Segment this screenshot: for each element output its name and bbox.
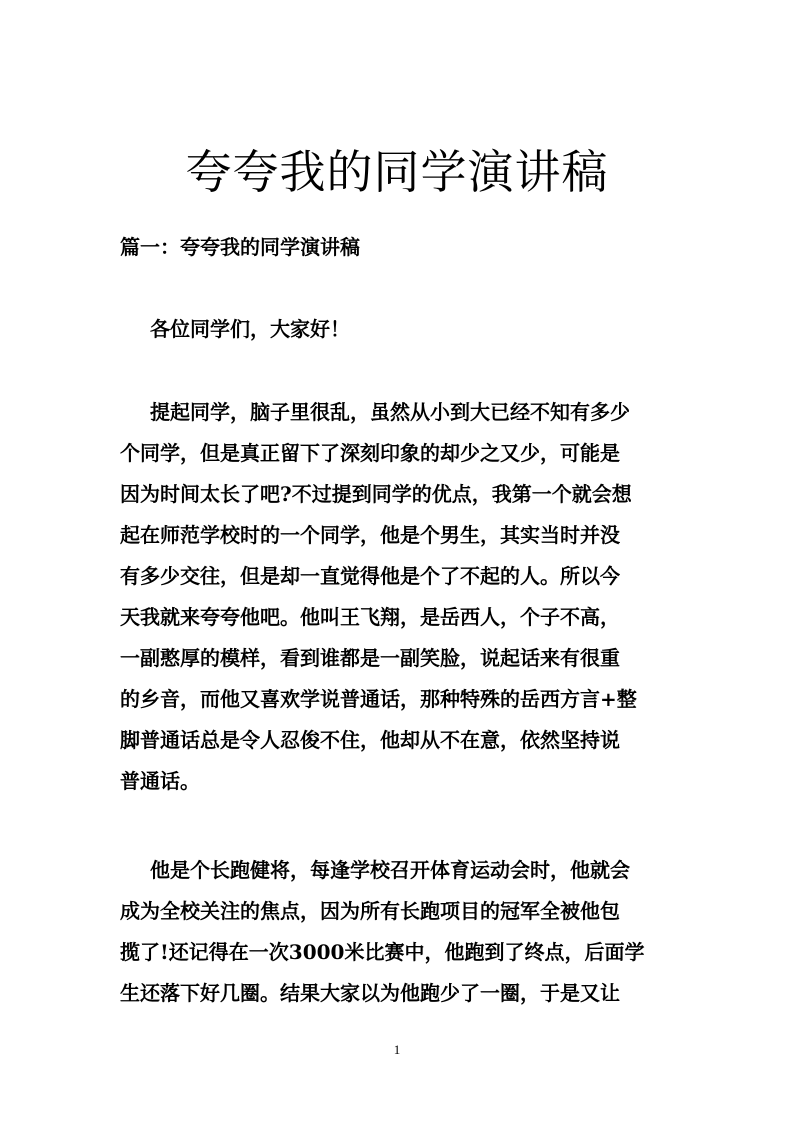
paragraph-line: 他是个长跑健将，每逢学校召开体育运动会时，他就会	[150, 858, 630, 882]
paragraph-line: 提起同学，脑子里很乱，虽然从小到大已经不知有多少	[150, 400, 630, 424]
greeting-text: 各位同学们，大家好！	[150, 317, 350, 341]
paragraph-line: 起在师范学校时的一个同学，他是个男生，其实当时并没	[120, 523, 620, 547]
page-number: 1	[393, 1042, 401, 1057]
paragraph-line: 的乡音，而他又喜欢学说普通话，那种特殊的岳西方言+整	[120, 687, 637, 711]
paragraph-line: 脚普通话总是令人忍俊不住，他却从不在意，依然坚持说	[120, 728, 620, 752]
paragraph-2	[120, 850, 680, 1014]
document-title: 夸夸我的同学演讲稿	[185, 145, 609, 199]
paragraph-1	[120, 392, 680, 802]
paragraph-line: 个同学，但是真正留下了深刻印象的却少之又少，可能是	[120, 441, 620, 465]
section-heading: 篇一：夸夸我的同学演讲稿	[120, 235, 360, 259]
paragraph-line: 一副憨厚的模样，看到谁都是一副笑脸，说起话来有很重	[120, 646, 620, 670]
paragraph-line: 因为时间太长了吧?不过提到同学的优点，我第一个就会想	[120, 482, 632, 506]
paragraph-line: 有多少交往，但是却一直觉得他是个了不起的人。所以今	[120, 564, 620, 588]
paragraph-line: 普通话。	[120, 769, 200, 793]
paragraph-line: 生还落下好几圈。结果大家以为他跑少了一圈，于是又让	[120, 981, 620, 1005]
paragraph-line: 天我就来夸夸他吧。他叫王飞翔，是岳西人，个子不高，	[120, 605, 620, 629]
paragraph-line: 成为全校关注的焦点，因为所有长跑项目的冠军全被他包	[120, 899, 620, 923]
paragraph-line: 揽了!还记得在一次3000米比赛中，他跑到了终点，后面学	[120, 940, 645, 964]
